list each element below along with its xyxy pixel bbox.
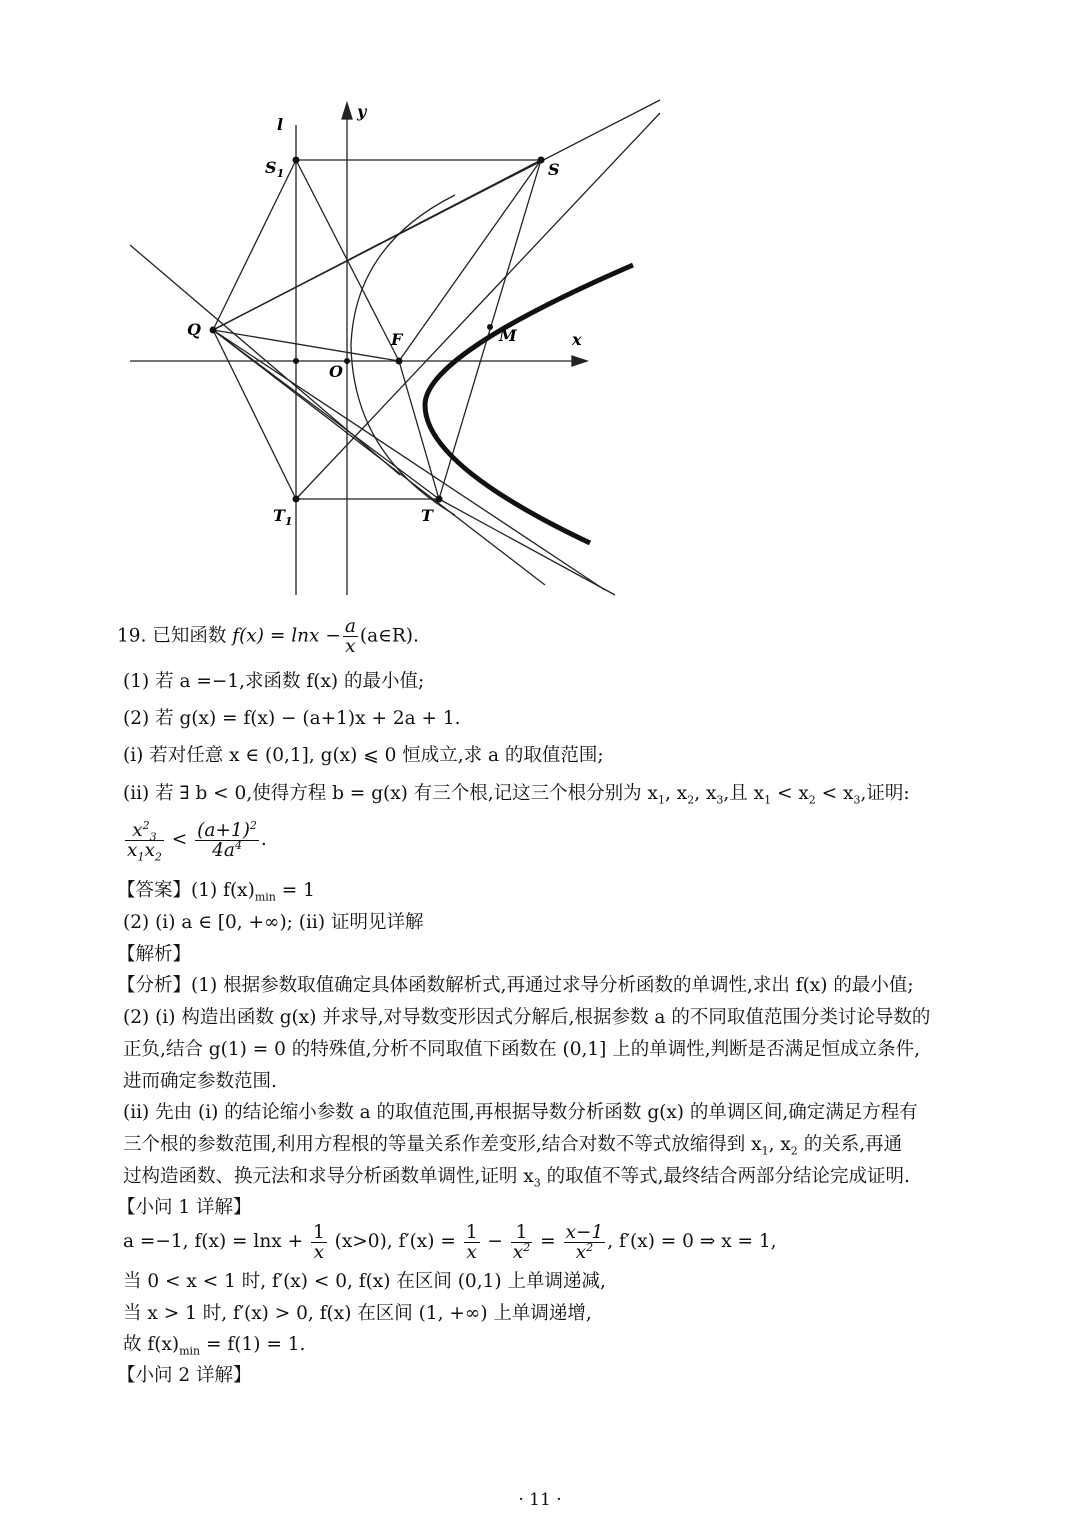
tangent-t-lower: [439, 499, 615, 595]
frac-1-over-x: $\frac{1}{x}$: [312, 1221, 325, 1263]
geometry-figure: [125, 95, 665, 600]
stem-suffix: (a∈R).: [359, 625, 419, 647]
fenxi-label: 【分析】: [117, 975, 192, 996]
question-2-ii: (ii) 若 ∃ b < 0,使得方程 b = g(x) 有三个根,记这三个根分别为 $x_1$, $x_2$, $x_3$,且 $x_1 < x_2 < x_3$,证明:: [123, 783, 910, 807]
sub1-label: 【小问 1 详解】: [117, 1197, 252, 1218]
analysis-line-1: 【分析】(1) 根据参数取值确定具体函数解析式,再通过求导分析函数的单调性,求出 f(x) 的最小值;: [117, 975, 914, 996]
ineq-operator: <: [171, 829, 188, 850]
point-q: [210, 327, 217, 334]
point-t: [436, 496, 443, 503]
sub1-increasing: 当 x > 1 时, f′(x) > 0, f(x) 在区间 (1, +∞) 上单调递增,: [123, 1303, 592, 1324]
frac-xm1-over-x2: $\frac{x-1}{x^2}$: [565, 1221, 604, 1263]
sub2-label: 【小问 2 详解】: [117, 1365, 252, 1386]
label-t: T: [421, 506, 433, 525]
analysis-line-5: (ii) 先由 (i) 的结论缩小参数 a 的取值范围,再根据导数分析函数 g(x) 的单调区间,确定满足方程有: [123, 1102, 918, 1123]
stem-prefix: 已知函数: [152, 625, 227, 647]
point-f: [396, 358, 403, 365]
segment-q-f: [213, 330, 399, 361]
sub1-decreasing: 当 0 < x < 1 时, f′(x) < 0, f(x) 在区间 (0,1) 上单调递减,: [123, 1271, 606, 1292]
ineq-rhs-fraction: $\frac{(a+1)^2}{4a^4}$: [197, 818, 257, 861]
inequality-to-prove: $\frac{x^2_3}{x_1x_2}$ < $\frac{(a+1)^2}{4a^4}$ .: [127, 818, 267, 864]
analysis-line-2: (2) (i) 构造出函数 g(x) 并求导,对导数变形因式分解后,根据参数 a 的不同取值范围分类讨论导数的: [123, 1007, 931, 1028]
line-upper-left: [130, 245, 400, 475]
frac-1-over-x2: $\frac{1}{x^2}$: [512, 1221, 531, 1263]
analysis-line-6: 三个根的参数范围,利用方程根的等量关系作差变形,结合对数不等式放缩得到 $x_1$, $x_2$ 的关系,再通: [123, 1134, 903, 1158]
sub1-conclusion: 故 $f(x)_{min} = f(1) = 1$.: [123, 1334, 306, 1358]
label-y: y: [357, 102, 367, 121]
label-f: F: [391, 330, 403, 349]
analysis-line-3: 正负,结合 g(1) = 0 的特殊值,分析不同取值下函数在 (0,1] 上的单调性,判断是否满足恒成立条件,: [123, 1039, 920, 1060]
label-t1: $T_1$: [273, 506, 293, 528]
label-x: x: [572, 330, 582, 349]
segment-s-f: [399, 160, 541, 361]
analysis-label: 【解析】: [117, 944, 192, 965]
question-2: (2) 若 g(x) = f(x) − (a+1)x + 2a + 1.: [123, 708, 461, 729]
line-q-ray-2: [213, 330, 605, 590]
problem-number: 19.: [117, 625, 147, 647]
tangent-line-2: [296, 113, 660, 499]
tangent-line-1: [213, 100, 660, 330]
point-s: [538, 157, 545, 164]
label-l: l: [277, 115, 284, 134]
stem-fraction: $\frac{a}{x}$: [344, 616, 356, 657]
x-axis-arrow: [572, 356, 587, 366]
frac-1-over-x-b: $\frac{1}{x}$: [465, 1221, 478, 1263]
point-origin: [344, 358, 350, 364]
point-t1: [293, 496, 300, 503]
point-s1: [293, 157, 300, 164]
question-1: (1) 若 a =−1,求函数 f(x) 的最小值;: [123, 671, 425, 692]
label-s1: $S_1$: [265, 158, 285, 180]
label-s: S: [548, 160, 560, 179]
thick-curve: [425, 265, 633, 543]
point-m: [487, 324, 493, 330]
point-directrix-foot: [293, 358, 299, 364]
segment-q-t1: [213, 330, 296, 499]
analysis-line-7: 过构造函数、换元法和求导分析函数单调性,证明 $x_3$ 的取值不等式,最终结合两部分结论完成证明.: [123, 1166, 910, 1190]
sub1-derivation: a =−1, f(x) = lnx + $\frac{1}{x}$ (x>0), f′(x) = $\frac{1}{x}$ − $\frac{1}{x^2}$ = $\frac{x-1}{x^2}$ , f′(x) = 0 ⇒ x = 1,: [123, 1221, 777, 1263]
answer-line-2: (2) (i) a ∈ [0, +∞); (ii) 证明见详解: [123, 912, 424, 933]
page-number: · 11 ·: [518, 1490, 562, 1510]
ineq-lhs-fraction: $\frac{x^2_3}{x_1x_2}$: [127, 818, 162, 864]
answer-line-1: 【答案】(1) $f(x)_{min} = 1$: [117, 880, 315, 904]
analysis-line-4: 进而确定参数范围.: [123, 1071, 277, 1092]
label-m: M: [499, 326, 517, 345]
answer-label: 【答案】: [117, 880, 192, 901]
segment-q-s1: [213, 160, 296, 330]
problem-stem: [117, 617, 419, 656]
stem-func: f(x) = lnx −: [232, 625, 341, 647]
y-axis-arrow: [342, 103, 352, 119]
label-q: Q: [187, 320, 201, 339]
question-2-i: (i) 若对任意 x ∈ (0,1], g(x) ⩽ 0 恒成立,求 a 的取值范围;: [123, 745, 604, 766]
label-o: O: [329, 362, 343, 381]
